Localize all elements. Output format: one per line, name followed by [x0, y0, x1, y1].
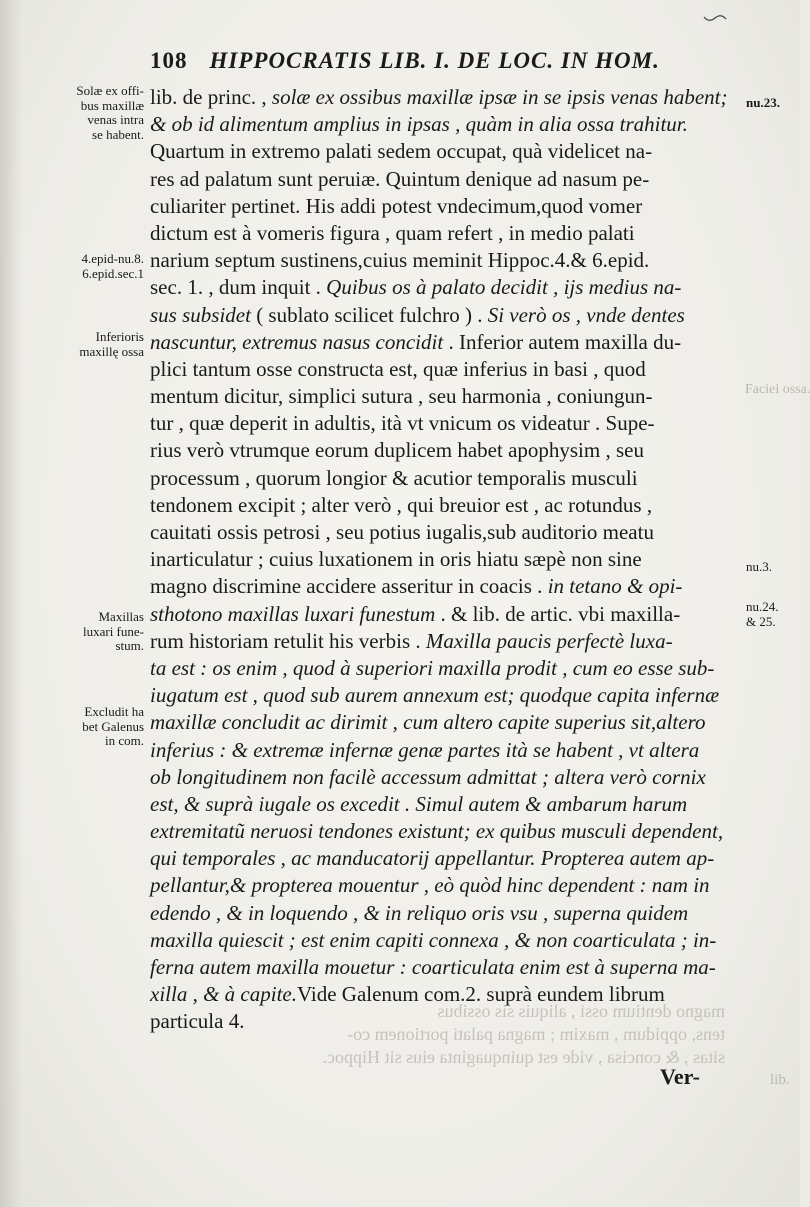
bleed-through-line: tens, oppidum , maxim ; magna palati portionem co-: [347, 1024, 725, 1044]
margin-note-inferioris: [52, 330, 144, 359]
text-segment: inarticulatur ; cuius luxationem in oris hiatu sæpè non sine: [150, 547, 642, 572]
italic-text-segment: edendo , & in loquendo , & in reliquo oris vsu , superna quidem: [150, 900, 689, 925]
italic-text-segment: ta est : os enim , quod à superiori maxilla prodit , cum eo esse sub-: [150, 655, 715, 680]
margin-note-maxillas: [52, 610, 144, 654]
italic-text-segment: extremitatũ neruosi tendones existunt; ex quibus musculi dependent,: [150, 819, 724, 844]
text-line: [150, 954, 740, 981]
text-line: [150, 818, 740, 845]
margin-note-line: nu.24.: [746, 599, 779, 614]
main-text-block: [150, 84, 740, 1036]
text-line: [150, 329, 740, 356]
margin-note-line: se habent.: [92, 126, 144, 142]
text-segment: sec. 1. , dum inquit .: [150, 275, 327, 300]
running-head: [150, 48, 730, 74]
margin-note-line: Maxillas: [98, 609, 144, 624]
italic-text-segment: & ob id alimentum amplius in ipsas , quàm in alia ossa trahitur.: [150, 112, 688, 137]
margin-note-line: & 25.: [746, 613, 776, 629]
text-segment: cauitati ossis petrosi , seu potius iugalis,sub auditorio meatu: [150, 520, 654, 544]
margin-note-line: Solæ ex offi-: [76, 83, 144, 98]
text-line: [150, 437, 740, 464]
bleed-through-note: Faciei ossa.: [745, 382, 810, 397]
text-line: [150, 302, 740, 329]
binding-gutter-shadow: [0, 0, 22, 1207]
italic-text-segment: nascuntur, extremus nasus concidit: [150, 329, 444, 354]
italic-text-segment: ferna autem maxilla mouetur : coarticulata enim est à superna ma-: [150, 955, 716, 979]
text-line: [150, 1008, 740, 1035]
text-segment: tur , quæ deperit in adultis, ità vt vnicum os videatur . Supe-: [150, 411, 655, 436]
margin-note-line: 6.epid.sec.1: [82, 265, 144, 281]
margin-note-line: nu.23.: [746, 95, 780, 110]
text-segment: rius verò vtrumque eorum duplicem habet apophysim , seu: [150, 438, 644, 463]
text-line: [150, 900, 740, 927]
italic-text-segment: inferius : & extremæ infernæ genæ partes ità se habent , vt altera: [150, 737, 700, 762]
text-segment: plici tantum osse constructa est, quæ inferius in basi , quod: [150, 356, 646, 381]
text-line: [150, 166, 740, 193]
text-line: [150, 573, 740, 600]
margin-note-line: bet Galenus: [82, 718, 144, 734]
text-line: [150, 764, 740, 791]
italic-text-segment: iugatum est , quod sub aurem annexum est; quodque capita infernæ: [150, 683, 720, 708]
text-segment: culiariter pertinet. His addi potest vndecimum,quod vomer: [150, 193, 643, 218]
text-line: [150, 546, 740, 573]
italic-text-segment: maxilla quiescit ; est enim capiti connexa , & non coarticulata ; in-: [150, 927, 717, 952]
margin-note-epid: [52, 252, 144, 281]
margin-note-line: Excludit ha: [84, 704, 144, 719]
margin-note-nu23: [746, 96, 798, 111]
text-line: [150, 356, 740, 383]
margin-note-nu3: [746, 560, 798, 575]
ink-mark-icon: [703, 14, 727, 24]
italic-text-segment: pellantur,& propterea mouentur , eò quòd hinc dependent : nam in: [150, 873, 710, 898]
margin-note-line: nu.3.: [746, 559, 772, 574]
italic-text-segment: qui temporales , ac manducatorij appellantur. Propterea autem ap-: [150, 846, 715, 871]
text-line: [150, 138, 740, 165]
text-segment: processum , quorum longior & acutior temporalis musculi: [150, 465, 638, 490]
text-line: [150, 845, 740, 872]
italic-text-segment: Quibus os à palato decidit , ijs medius na-: [326, 275, 682, 300]
text-segment: particula 4.: [150, 1009, 245, 1034]
italic-text-segment: xilla , & à capite.: [150, 982, 297, 1007]
italic-text-segment: maxillæ concludit ac dirimit , cum altero capite superius sit,altero: [150, 710, 706, 735]
margin-note-line: in com.: [105, 733, 144, 748]
text-line: [150, 492, 740, 519]
text-line: [150, 465, 740, 492]
text-line: [150, 247, 740, 274]
margin-note-line: maxillę ossa: [79, 343, 144, 359]
text-line: [150, 927, 740, 954]
text-segment: narium septum sustinens,cuius meminit Hippoc.4.& 6.epid.: [150, 248, 650, 273]
text-line: [150, 981, 740, 1008]
margin-note-line: bus maxillæ: [80, 97, 144, 113]
running-title: HIPPOCRATIS LIB. I. DE LOC. IN HOM.: [209, 48, 660, 73]
margin-note-nu24: [746, 600, 798, 629]
text-segment: lib. de princ. ,: [150, 85, 272, 109]
text-line: [150, 655, 740, 682]
text-segment: rum historiam retulit his verbis .: [150, 628, 426, 653]
text-line: [150, 410, 740, 437]
text-line: [150, 111, 740, 138]
text-line: [150, 84, 740, 111]
margin-note-excludit: [52, 705, 144, 749]
text-line: [150, 274, 740, 301]
italic-text-segment: est, & suprà iugale os excedit . Simul autem & ambarum harum: [150, 791, 688, 816]
text-line: [150, 709, 740, 736]
text-line: [150, 383, 740, 410]
bleed-through-line: magno dentium ossi , aliquis sis ossibus: [437, 1001, 725, 1021]
text-segment: magno discrimine accidere asseritur in coacis .: [150, 574, 548, 599]
margin-note-line: luxari fune-: [82, 623, 144, 639]
text-line: [150, 193, 740, 220]
text-line: [150, 682, 740, 709]
italic-text-segment: sus subsidet: [150, 302, 251, 327]
margin-note-line: venas intra: [87, 112, 144, 127]
text-segment: mentum dicitur, simplici sutura , seu harmonia , coniungun-: [150, 384, 653, 409]
text-segment: Quartum in extremo palati sedem occupat, quà videlicet na-: [150, 139, 653, 164]
text-segment: . Inferior autem maxilla du-: [443, 329, 682, 354]
text-line: [150, 519, 740, 546]
italic-text-segment: in tetano & opi-: [547, 574, 683, 599]
margin-note-line: 4.epid-nu.8.: [81, 251, 144, 266]
page-number: 108: [150, 48, 188, 73]
italic-text-segment: Maxilla paucis perfectè luxa-: [425, 628, 673, 653]
text-line: [150, 220, 740, 247]
text-line: [150, 737, 740, 764]
italic-text-segment: sthotono maxillas luxari funestum: [150, 601, 436, 626]
text-segment: Vide Galenum com.2. suprà eundem librum: [296, 982, 665, 1007]
text-line: [150, 601, 740, 628]
italic-text-segment: Si verò os , vnde dentes: [487, 302, 685, 327]
bleed-through-note: lib.: [770, 1072, 790, 1088]
italic-text-segment: ob longitudinem non facilè accessum admittat ; altera verò cornix: [150, 764, 706, 789]
text-line: [150, 872, 740, 899]
margin-note-solae: [52, 84, 144, 142]
text-line: [150, 791, 740, 818]
catchword: Ver-: [660, 1064, 700, 1089]
margin-note-line: Inferioris: [95, 329, 144, 344]
italic-text-segment: solæ ex ossibus maxillæ ipsæ in se ipsis venas habent;: [271, 85, 728, 109]
margin-note-line: stum.: [115, 638, 144, 653]
text-segment: res ad palatum sunt peruiæ. Quintum denique ad nasum pe-: [150, 166, 650, 191]
text-segment: . & lib. de artic. vbi maxilla-: [435, 601, 681, 626]
text-segment: ( sublato scilicet fulchro ) .: [250, 302, 488, 327]
text-segment: dictum est à vomeris figura , quam refert , in medio palati: [150, 220, 635, 245]
text-segment: tendonem excipit ; alter verò , qui breuior est , ac rotundus ,: [150, 492, 653, 517]
text-line: [150, 628, 740, 655]
bleed-through-line: sitas , & concisa , vide est quinquaginta eius sit Hippoc.: [322, 1047, 725, 1067]
